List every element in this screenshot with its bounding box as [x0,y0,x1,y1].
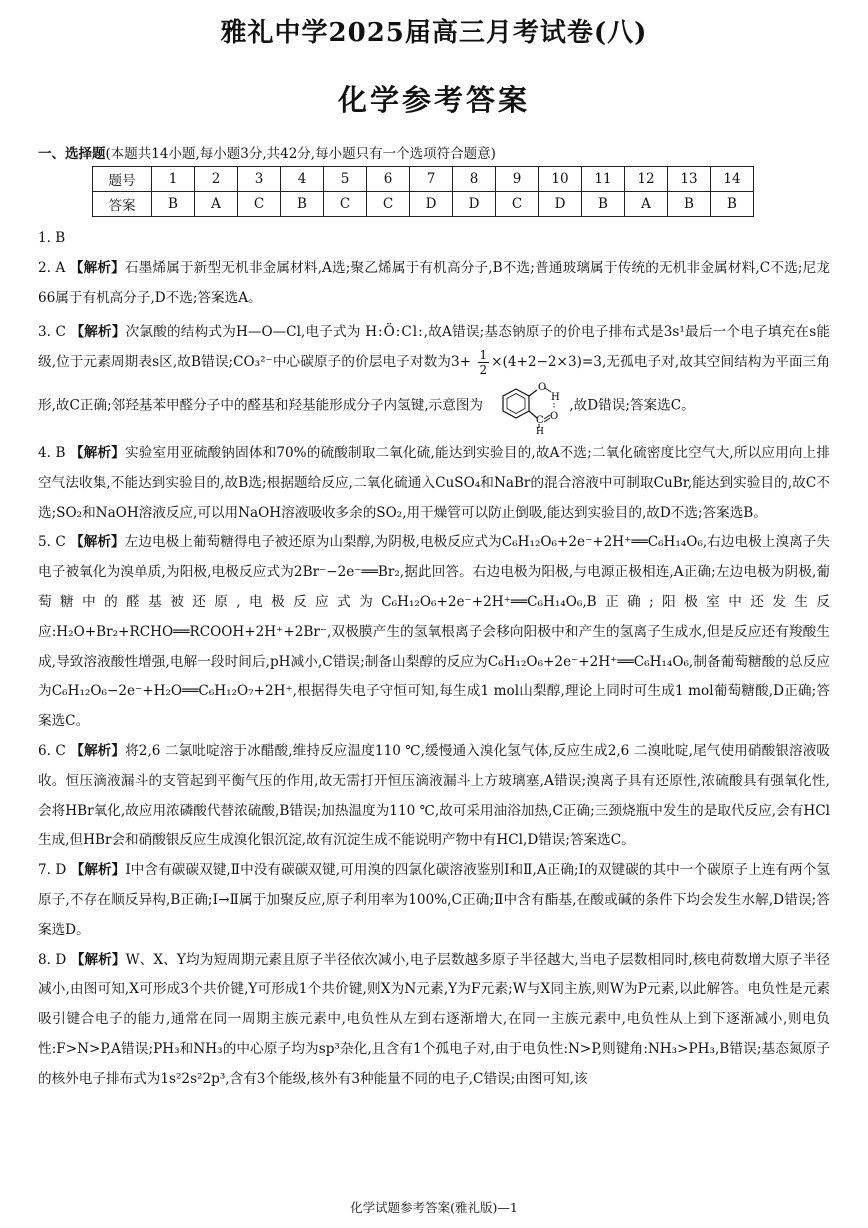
question-number: 13 [668,167,711,192]
analysis-tag: 【解析】 [69,444,125,461]
analysis-tag: 【解析】 [70,742,126,759]
answer-cell: B [152,192,195,217]
row-label-number: 题号 [93,167,152,192]
section-heading [38,142,496,162]
explanation-q3 [38,318,830,434]
explanation-q6 [38,737,830,856]
analysis-tag: 【解析】 [69,259,125,276]
fraction-denominator: 2 [479,363,488,378]
question-answer-label: 6. C [38,742,66,759]
question-answer-label: 5. C [38,534,66,551]
explanation-text: 实验室用亚硫酸钠固体和70%的硫酸制取二氧化硫,能达到实验目的,故A不选;二氧化硫密度比空气大,所以应用向上排空气法收集,不能达到实验目的,故B选;根据题给反应,二氧化硫通入CuSO₄和NaBr的混合溶液中可制取CuBr,能达到实验目的,故C不选;SO₂和NaOH溶液反应,可以用NaOH溶液吸收多余的SO₂,用干燥管可以防止倒吸,能达到实验目的,故D不选;答案选B。 [38,444,831,521]
explanation-text: 石墨烯属于新型无机非金属材料,A选;聚乙烯属于有机高分子,B不选;普通玻璃属于传统的无机非金属材料,C不选;尼龙66属于有机高分子,D不选;答案选A。 [38,259,830,306]
answer-cell: B [582,192,625,217]
answer-cell: D [539,192,582,217]
explanation-q8 [38,946,830,1095]
analysis-tag: 【解析】 [70,324,126,341]
hclo-electron-formula: H:Ö:Cl: [365,324,424,341]
question-number: 5 [324,167,367,192]
fraction [478,348,490,377]
answer-cell: B [711,192,754,217]
explanation-text: 将2,6 二氯吡啶溶于冰醋酸,维持反应温度110 ℃,缓慢通入溴化氢气体,反应生成2,6 二溴吡啶,尾气使用硝酸银溶液吸收。恒压滴液漏斗的支管起到平衡气压的作用,故无需打开恒压滴液漏斗上方玻璃塞,A错误;溴离子具有还原性,浓硫酸具有强氧化性,会将HBr氧化,故应用浓磷酸代替浓硫酸,B错误;加热温度为110 ℃,故可采用油浴加热,C正确;三颈烧瓶中发生的是取代反应,会有HCl生成,但HBr会和硝酸银反应生成溴化银沉淀,故有沉淀生成不能说明产物中有HCl,D错误;答案选C。 [38,742,830,849]
fraction-numerator: 1 [479,348,488,363]
question-number: 12 [625,167,668,192]
explanations [38,224,830,1095]
question-number: 6 [367,167,410,192]
question-number: 3 [238,167,281,192]
answer-cell: A [195,192,238,217]
answer-cell: C [367,192,410,217]
analysis-tag: 【解析】 [70,951,126,968]
school-exam-title: 雅礼中学2025届高三月考试卷(八) [220,18,648,48]
explanation-text: ,故A错误;基态钠原子的价电子排布式是3s¹最后一个电子填充在s能级,位于元素周期表s区,故B错误;CO₃²⁻中心碳原子的价层电子对数为3+ [38,324,830,371]
answer-cell: C [496,192,539,217]
question-answer-label: 2. A [38,259,66,276]
explanation-text: 左边电极上葡萄糖得电子被还原为山梨醇,为阴极,电极反应式为C₆H₁₂O₆+2e⁻+2H⁺══C₆H₁₄O₆,右边电极上溴离子失电子被氧化为溴单质,为阳极,电极反应式为2Br⁻−2e⁻══Br₂,据此回答。右边电极为阳极,与电源正极相连,A正确;左边电极为阴极,葡萄糖中的醛基被还原,电极反应式为C₆H₁₂O₆+2e⁻+2H⁺══C₆H₁₄O₆,B正确;阳极室中还发生反应:H₂O+Br₂+RCHO══RCOOH+2H⁺+2Br⁻,双极膜产生的氢氧根离子会移向阳极中和产生的氢离子生成水,但是反应还有羧酸生成,导致溶液酸性增强,电解一段时间后,pH减小,C错误;制备山梨醇的反应为C₆H₁₂O₆+2e⁻+2H⁺══C₆H₁₄O₆,制备葡萄糖酸的总反应为C₆H₁₂O₆−2e⁻+H₂O══C₆H₁₂O₇+2H⁺,根据得失电子守恒可知,每生成1 mol山梨醇,理论上同时可生成1 mol葡萄糖酸,D正确;答案选C。 [38,534,830,730]
section-note: (本题共14小题,每小题3分,共42分,每小题只有一个选项符合题意) [105,146,496,162]
question-number: 7 [410,167,453,192]
answer-table [92,166,754,217]
answer-cell: B [281,192,324,217]
question-answer-label: 7. D [38,862,67,879]
section-title: 一、选择题 [38,146,106,162]
explanation-text: ×(4+2−2×3)=3,无孤电子对,故其空间结构为平面三角形,故C正确;邻羟基苯甲醛分子中的醛基和羟基能形成分子内氢键,示意图为 [38,354,830,414]
question-number: 4 [281,167,324,192]
explanation-text: Ⅰ中含有碳碳双键,Ⅱ中没有碳碳双键,可用溴的四氯化碳溶液鉴别Ⅰ和Ⅱ,A正确;Ⅰ的双键碳的其中一个碳原子上连有两个氢原子,不存在顺反异构,B正确;Ⅰ→Ⅱ属于加聚反应,原子利用率为100%,C正确;Ⅱ中含有酯基,在酸或碱的条件下均会发生水解,D错误;答案选D。 [38,862,830,938]
explanation-q2 [38,254,830,314]
question-number: 2 [195,167,238,192]
explanation-text: 次氯酸的结构式为H—O—Cl,电子式为 [125,324,361,341]
question-number: 1 [152,167,195,192]
answer-cell: A [625,192,668,217]
answer-cell: C [324,192,367,217]
analysis-tag: 【解析】 [70,534,125,551]
page-footer: 化学试题参考答案(雅礼版)—1 [350,1200,518,1215]
question-answer-label: 8. D [38,951,67,968]
explanation-q1 [38,224,830,254]
svg-text:O: O [538,381,547,393]
question-number: 9 [496,167,539,192]
row-label-answer: 答案 [93,192,152,217]
svg-text:C: C [536,414,545,426]
question-number: 14 [711,167,754,192]
question-number-row [93,167,754,192]
subject-title: 化学参考答案 [337,83,530,117]
svg-text:H: H [551,391,561,403]
answer-cell: C [238,192,281,217]
explanation-q5 [38,528,830,737]
question-answer-label: 1. B [38,230,66,246]
question-number: 8 [453,167,496,192]
answer-cell: B [668,192,711,217]
explanation-text: ,故D错误;答案选C。 [569,397,695,414]
question-number: 11 [582,167,625,192]
explanation-text: W、X、Y均为短周期元素且原子半径依次减小,电子层数越多原子半径越大,当电子层数相同时,核电荷数增大原子半径减小,由图可知,X可形成3个共价键,Y可形成1个共价键,则X为N元素,Y为F元素;W与X同主族,则W为P元素,以此解答。电负性是元素吸引键合电子的能力,通常在同一周期主族元素中,电负性从左到右逐渐增大,在同一主族元素中,电负性从上到下逐渐减小,则电负性:F>N>P,A错误;PH₃和NH₃的中心原子均为sp³杂化,且含有1个孤电子对,由于电负性:N>P,则键角:NH₃>PH₃,B错误;基态氮原子的核外电子排布式为1s²2s²2p³,含有3个能级,核外有3种能量不同的电子,C错误;由图可知,该 [38,951,830,1087]
intramolecular-hydrogen-bond-structure [489,378,567,434]
question-number: 10 [539,167,582,192]
explanation-q4 [38,439,830,528]
answer-cell: D [453,192,496,217]
svg-text:H: H [536,426,545,434]
analysis-tag: 【解析】 [70,862,126,879]
answer-row [93,192,754,217]
question-answer-label: 3. C [38,324,66,341]
svg-text:O: O [550,410,559,422]
answer-cell: D [410,192,453,217]
explanation-q7 [38,856,830,945]
question-answer-label: 4. B [38,444,66,461]
